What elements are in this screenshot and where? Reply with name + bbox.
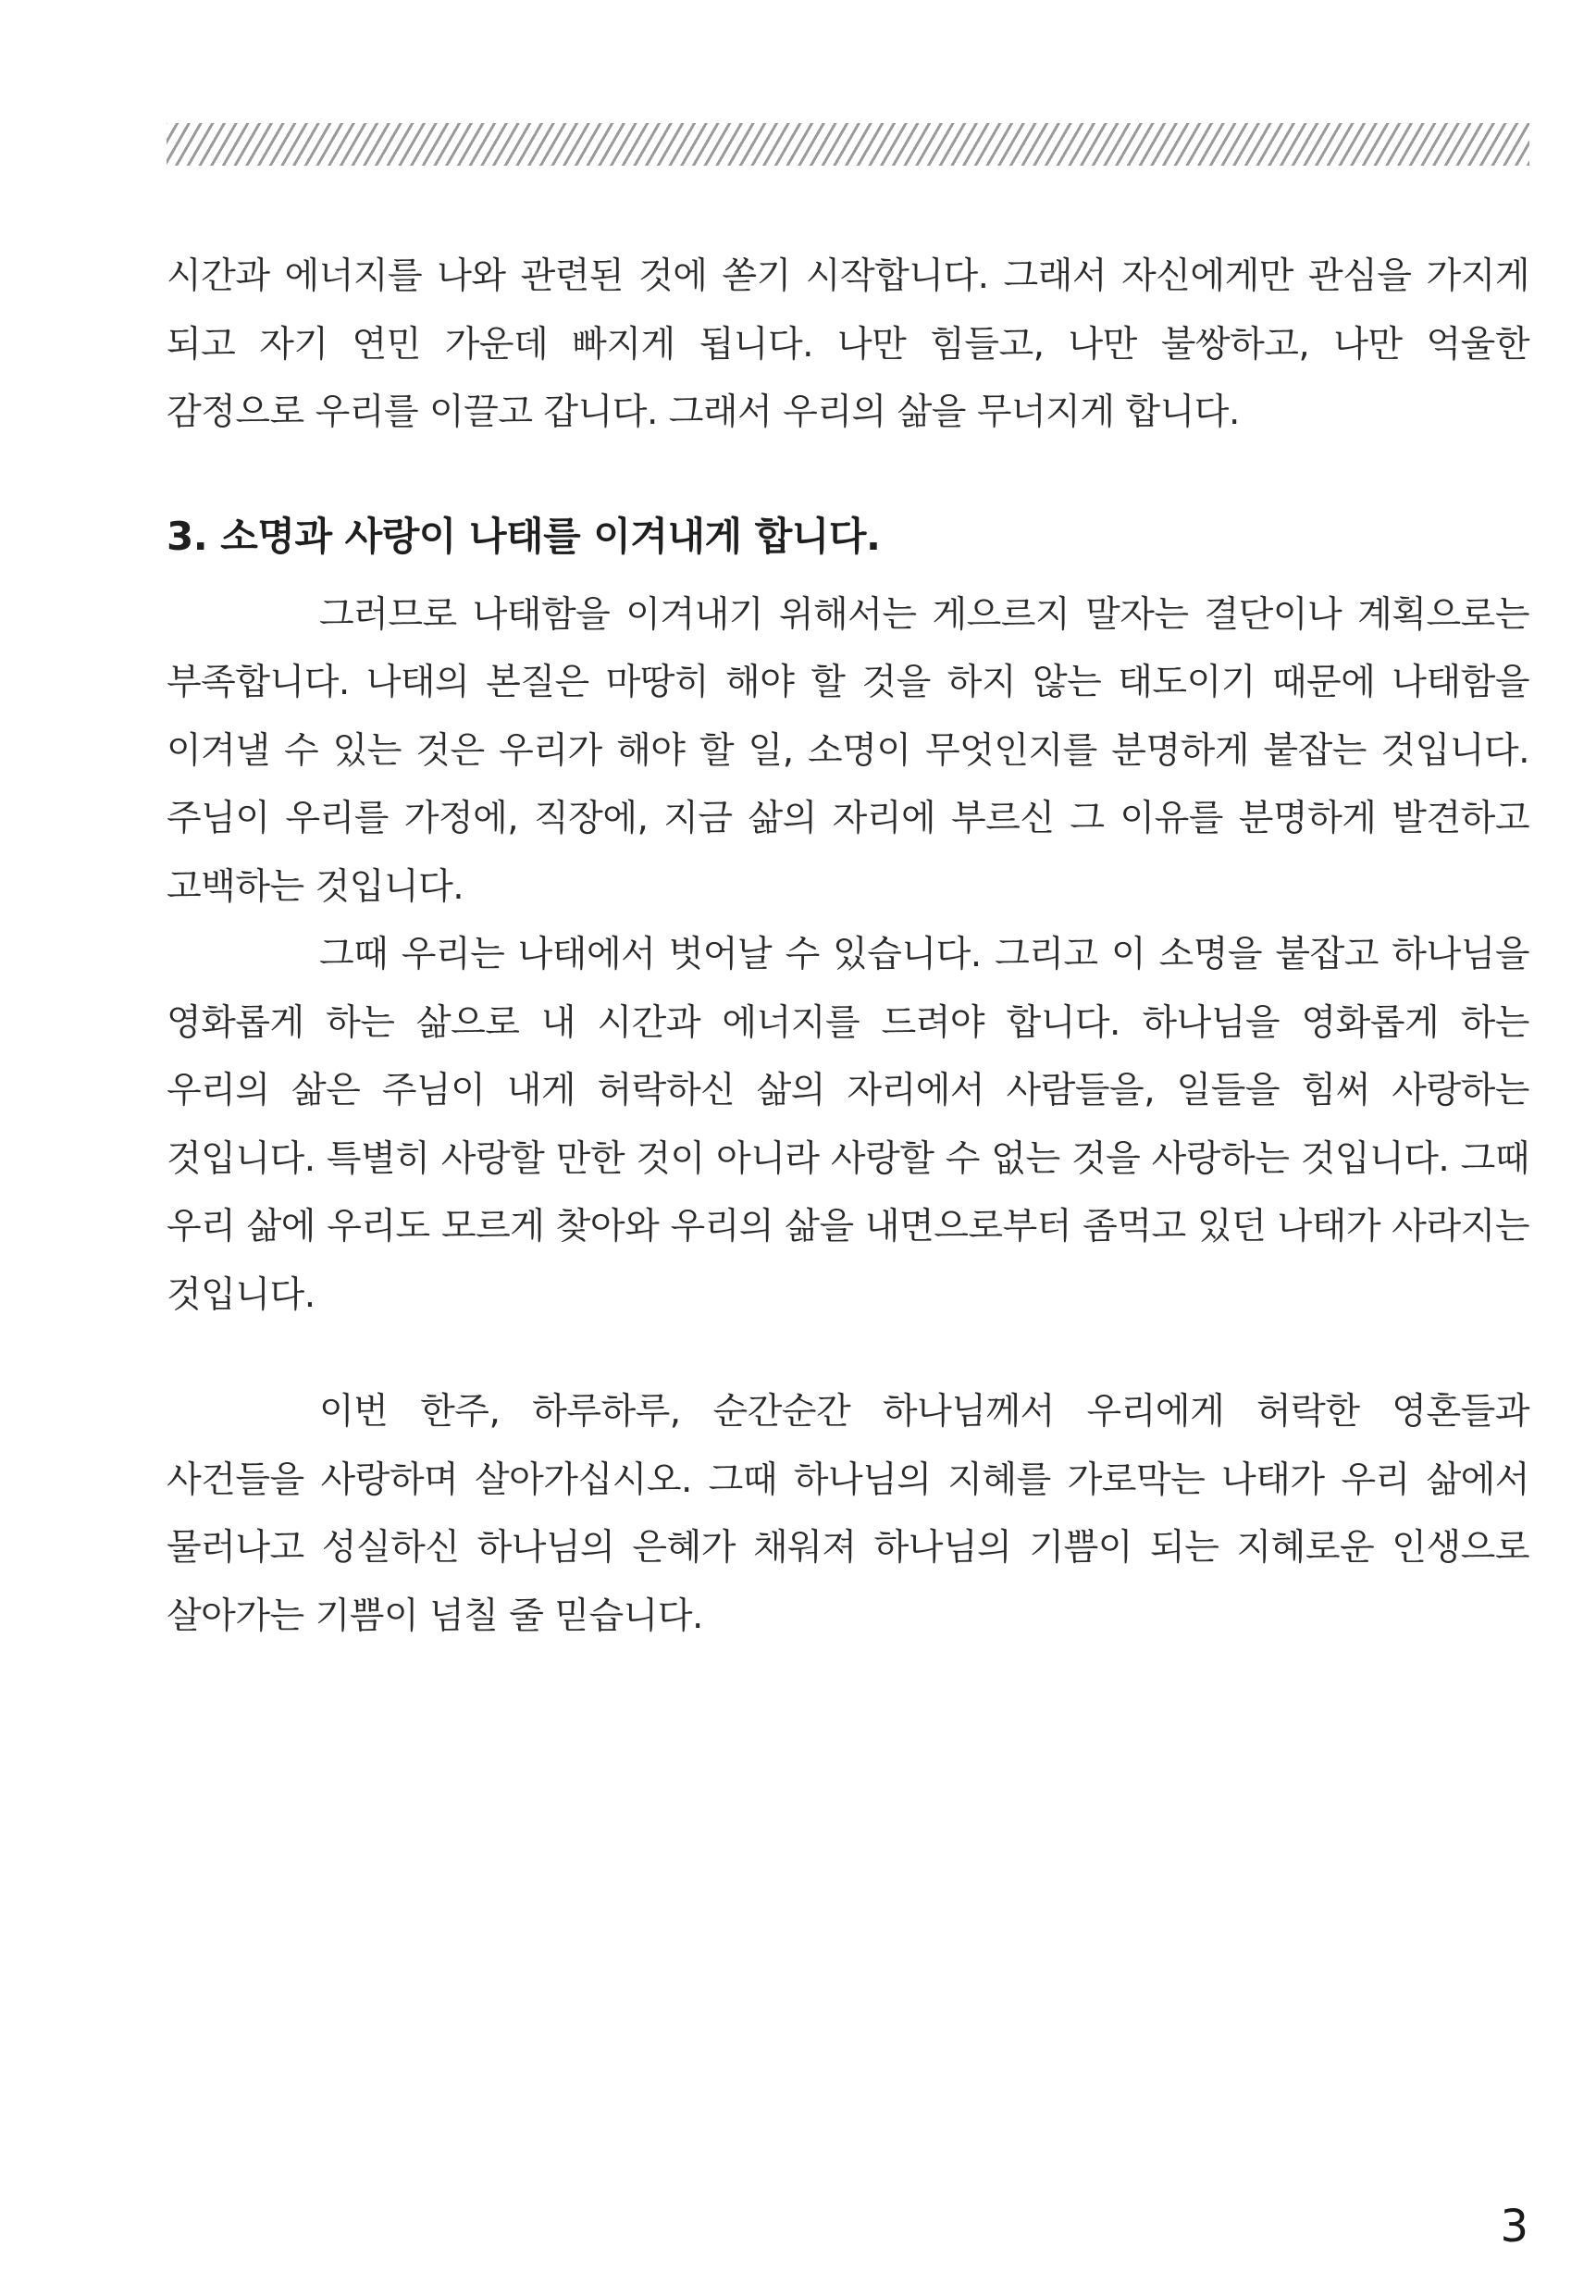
body-paragraph-1: 그러므로 나태함을 이겨내기 위해서는 게으르지 말자는 결단이나 계획으로는 부족합니다. 나태의 본질은 마땅히 해야 할 것을 하지 않는 태도이기 때문에 나태함을 이겨낼 수 있는 것은 우리가 해야 할 일, 소명이 무엇인지를 분명하게 붙잡는 것입니다. 주님이 우리를 가정에, 직장에, 지금 삶의 자리에 부르신 그 이유를 분명하게 발견하고 고백하는 것입니다. (167, 593, 1529, 908)
body-paragraph-3: 이번 한주, 하루하루, 순간순간 하나님께서 우리에게 허락한 영혼들과 사건들을 사랑하며 살아가십시오. 그때 하나님의 지혜를 가로막는 나태가 우리 삶에서 물러나고 성실하신 하나님의 은혜가 채워져 하나님의 기쁨이 되는 지혜로운 인생으로 살아가는 기쁨이 넘칠 줄 믿습니다. (167, 1391, 1529, 1637)
page-number: 3 (1500, 2201, 1528, 2253)
section-heading: 3. 소명과 사랑이 나태를 이겨내게 합니다. (167, 513, 881, 559)
header-hatch-band (167, 123, 1529, 166)
page-content (167, 242, 1529, 1650)
intro-paragraph: 시간과 에너지를 나와 관련된 것에 쏟기 시작합니다. 그래서 자신에게만 관심을 가지게 되고 자기 연민 가운데 빠지게 됩니다. 나만 힘들고, 나만 불쌍하고, 나만 억울한 감정으로 우리를 이끌고 갑니다. 그래서 우리의 삶을 무너지게 합니다. (167, 255, 1529, 433)
paragraph-spacer (167, 1329, 1529, 1378)
body-paragraph-2: 그때 우리는 나태에서 벗어날 수 있습니다. 그리고 이 소명을 붙잡고 하나님을 영화롭게 하는 삶으로 내 시간과 에너지를 드려야 합니다. 하나님을 영화롭게 하는 우리의 삶은 주님이 내게 허락하신 삶의 자리에서 사람들을, 일들을 힘써 사랑하는 것입니다. 특별히 사랑할 만한 것이 아니라 사랑할 수 없는 것을 사랑하는 것입니다. 그때 우리 삶에 우리도 모르게 찾아와 우리의 삶을 내면으로부터 좀먹고 있던 나태가 사라지는 것입니다. (167, 934, 1529, 1316)
